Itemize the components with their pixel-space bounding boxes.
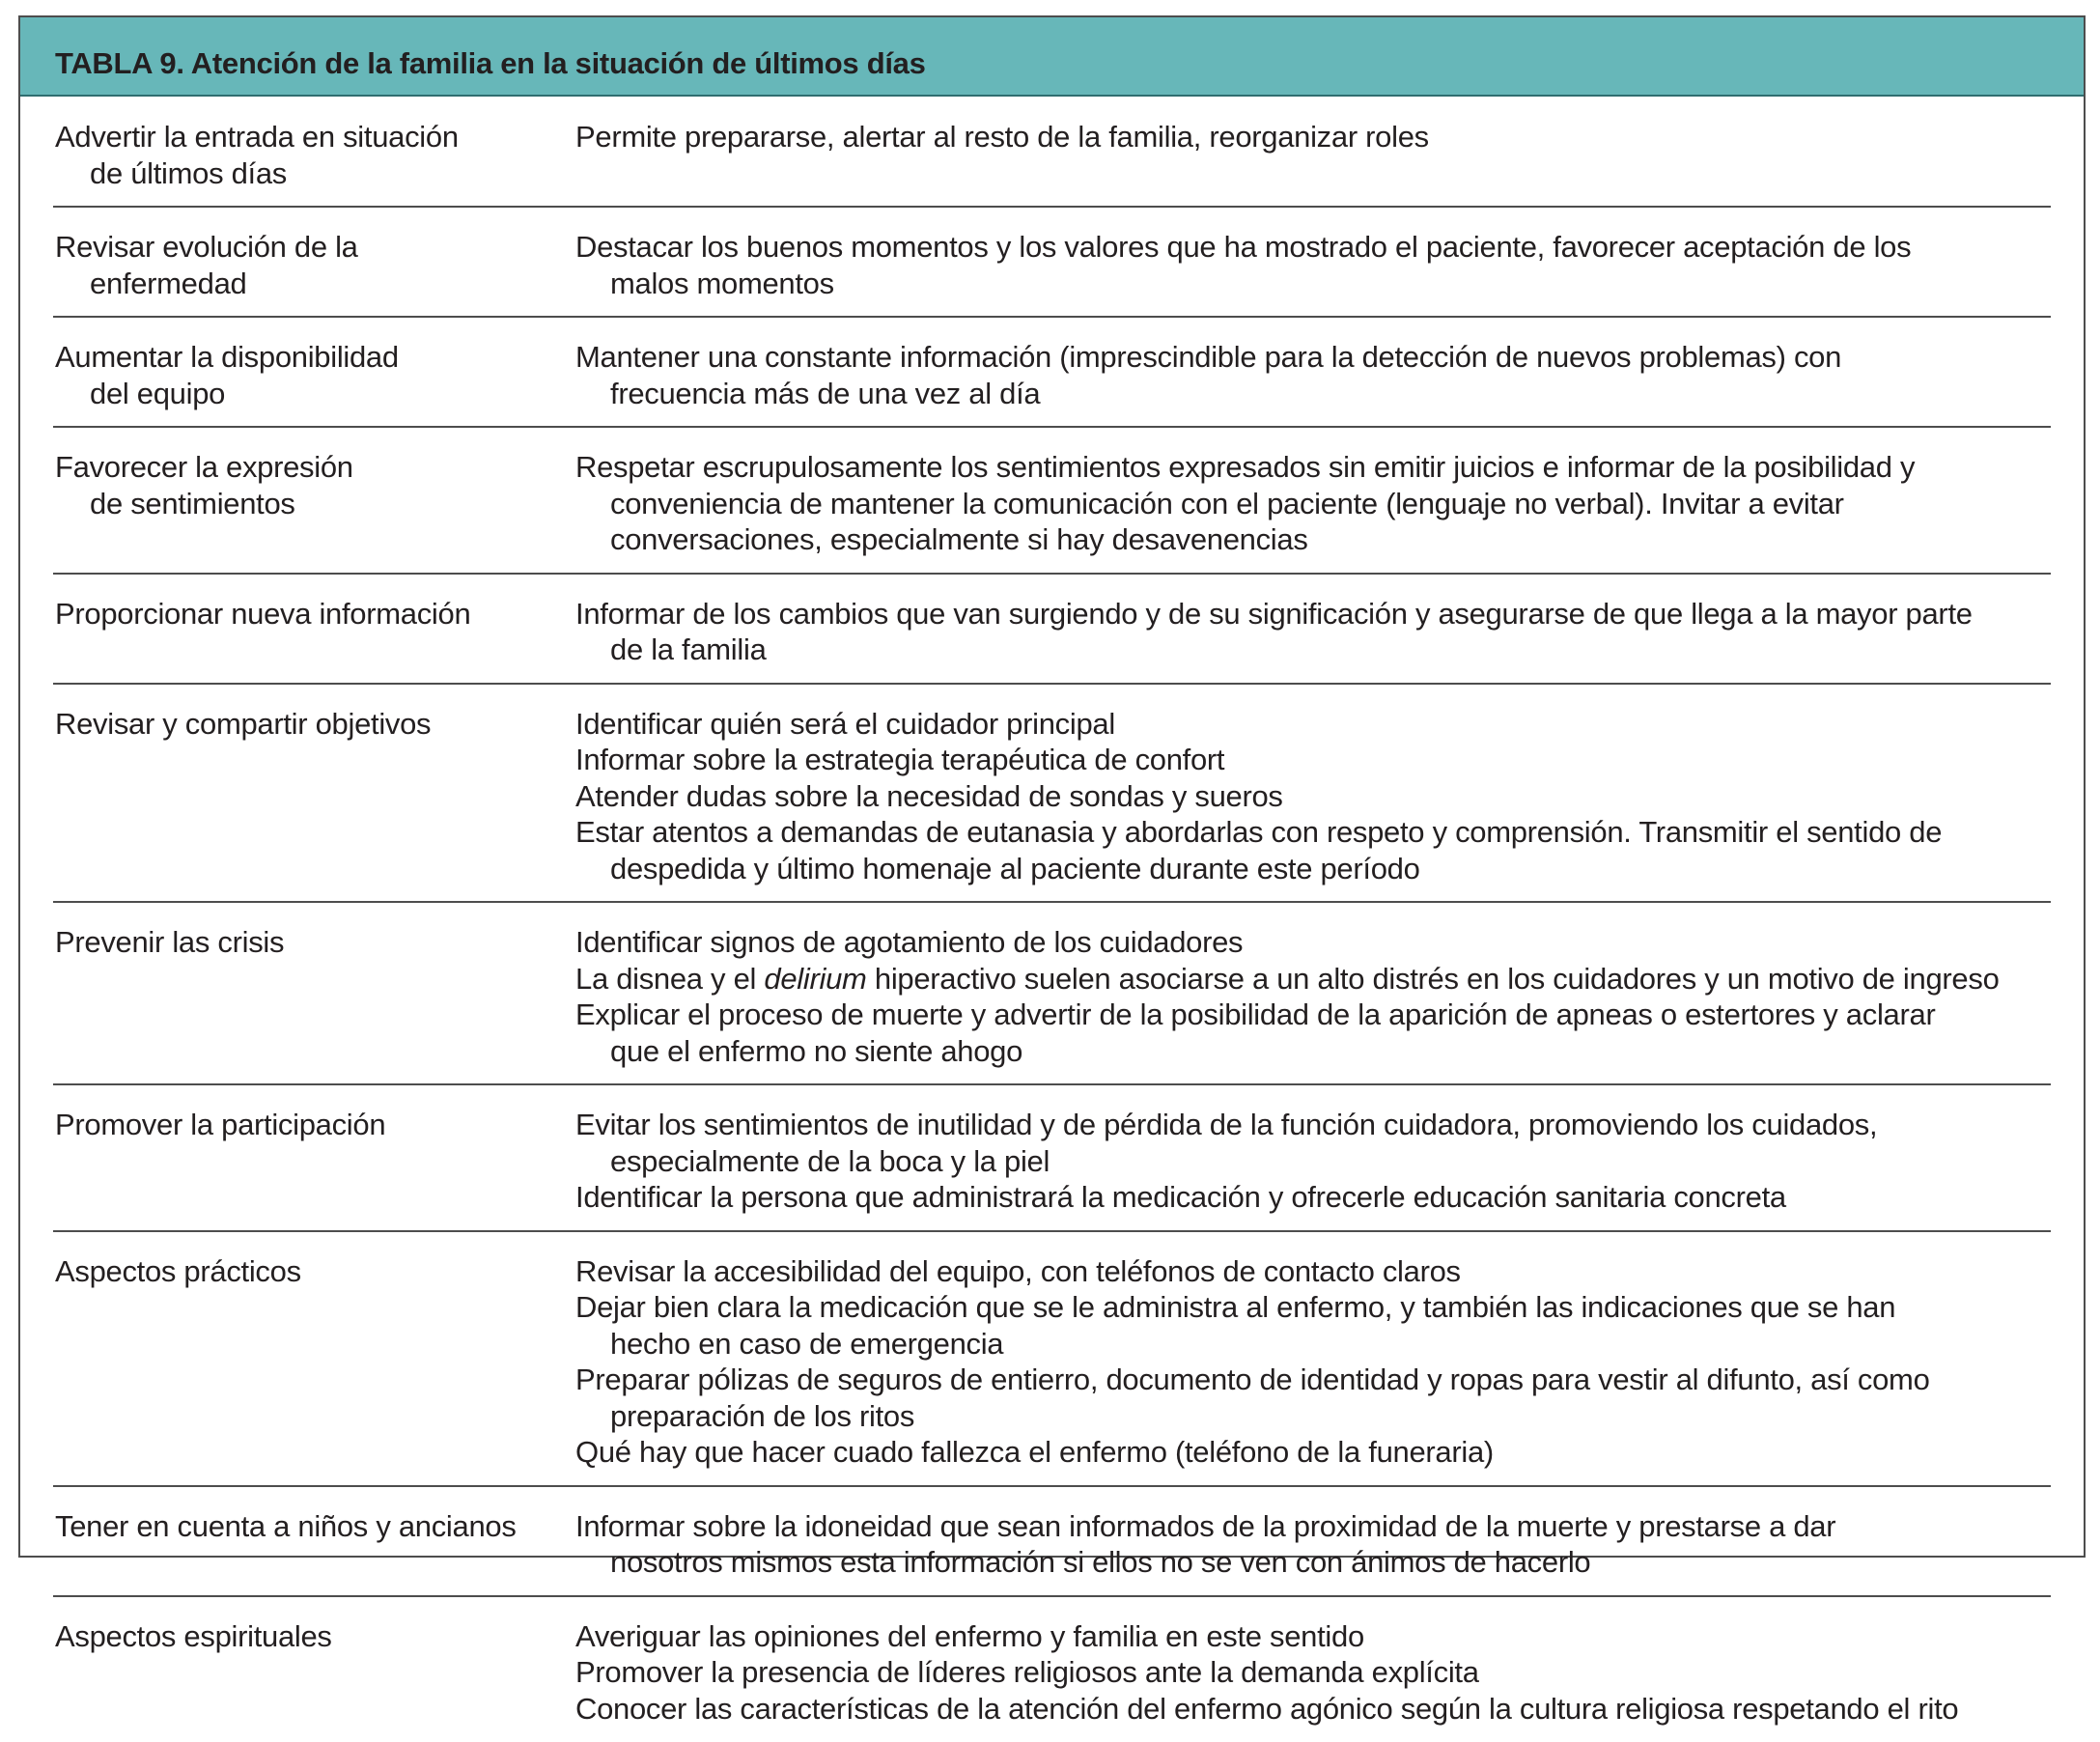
row-label [55,1508,557,1545]
description-line: Averiguar las opiniones del enfermo y familia en este sentido [575,1618,2051,1655]
table-frame [18,15,2086,1558]
description-line: Qué hay que hacer cuado fallezca el enfermo (teléfono de la funeraria) [575,1434,2051,1471]
row-label-line: de últimos días [55,155,557,192]
row-description [575,1107,2051,1216]
row-label-line: Aspectos espirituales [55,1618,557,1655]
row-label-line: Favorecer la expresión [55,449,557,486]
table-row [20,1486,2084,1596]
row-label-line: Aumentar la disponibilidad [55,339,557,376]
row-label [55,596,557,632]
row-label [55,449,557,521]
row-description [575,119,2051,155]
table-title: TABLA 9. Atención de la familia en la situación de últimos días [55,46,926,81]
table-header [20,17,2084,97]
table-row [20,1084,2084,1231]
row-description [575,449,2051,558]
description-line: Informar sobre la estrategia terapéutica de confort [575,742,2051,778]
table-row [20,207,2084,317]
row-description [575,596,2051,668]
row-description [575,1618,2051,1728]
description-line: Estar atentos a demandas de eutanasia y abordarlas con respeto y comprensión. Transmitir el sentido de [575,814,2051,851]
row-label-line: enfermedad [55,266,557,302]
table-row [20,317,2084,427]
description-line: Identificar signos de agotamiento de los cuidadores [575,924,2051,961]
row-label-line: de sentimientos [55,486,557,522]
row-label [55,1107,557,1143]
row-label [55,706,557,743]
description-line: conversaciones, especialmente si hay desavenencias [575,521,2051,558]
table-row [20,427,2084,574]
row-description [575,229,2051,301]
description-line: Permite prepararse, alertar al resto de la familia, reorganizar roles [575,119,2051,155]
description-line: despedida y último homenaje al paciente durante este período [575,851,2051,887]
description-line: Evitar los sentimientos de inutilidad y de pérdida de la función cuidadora, promoviendo los cuidados, [575,1107,2051,1143]
description-line: Mantener una constante información (imprescindible para la detección de nuevos problemas) con [575,339,2051,376]
table-row [20,902,2084,1084]
table-row [20,1596,2084,1742]
row-label [55,1618,557,1655]
description-line: Informar de los cambios que van surgiendo y de su significación y asegurarse de que llega a la mayor parte [575,596,2051,632]
description-line: Preparar pólizas de seguros de entierro, documento de identidad y ropas para vestir al difunto, así como [575,1362,2051,1398]
row-label-line: Advertir la entrada en situación [55,119,557,155]
table-row [20,574,2084,684]
description-line: Revisar la accesibilidad del equipo, con teléfonos de contacto claros [575,1253,2051,1290]
description-line: Atender dudas sobre la necesidad de sondas y sueros [575,778,2051,815]
description-line: frecuencia más de una vez al día [575,376,2051,412]
row-description [575,706,2051,887]
row-label [55,339,557,411]
description-line: Conocer las características de la atención del enfermo agónico según la cultura religiosa respetando el rito [575,1691,2051,1728]
row-description [575,924,2051,1069]
row-label [55,924,557,961]
row-label-line: Proporcionar nueva información [55,596,557,632]
description-line: Explicar el proceso de muerte y advertir de la posibilidad de la aparición de apneas o estertores y aclarar [575,997,2051,1033]
row-label-line: Revisar y compartir objetivos [55,706,557,743]
description-line: Informar sobre la idoneidad que sean informados de la proximidad de la muerte y prestarse a dar [575,1508,2051,1545]
row-label-line: Revisar evolución de la [55,229,557,266]
row-label-line: del equipo [55,376,557,412]
table-body [20,97,2084,1556]
description-line: Respetar escrupulosamente los sentimientos expresados sin emitir juicios e informar de la posibilidad y [575,449,2051,486]
row-label [55,1253,557,1290]
row-description [575,339,2051,411]
table-row [20,684,2084,903]
row-label [55,229,557,301]
description-line: La disnea y el delirium hiperactivo suelen asociarse a un alto distrés en los cuidadores y un motivo de ingreso [575,961,2051,997]
row-label-line: Aspectos prácticos [55,1253,557,1290]
description-line: nosotros mismos esta información si ellos no se ven con ánimos de hacerlo [575,1544,2051,1581]
description-line: malos momentos [575,266,2051,302]
description-line: conveniencia de mantener la comunicación con el paciente (lenguaje no verbal). Invitar a evitar [575,486,2051,522]
row-label-line: Prevenir las crisis [55,924,557,961]
description-line: preparación de los ritos [575,1398,2051,1435]
row-description [575,1508,2051,1581]
description-line: especialmente de la boca y la piel [575,1143,2051,1180]
row-label-line: Promover la participación [55,1107,557,1143]
row-label-line: Tener en cuenta a niños y ancianos [55,1508,557,1545]
description-line: Promover la presencia de líderes religiosos ante la demanda explícita [575,1654,2051,1691]
row-label [55,119,557,191]
description-line: Identificar quién será el cuidador principal [575,706,2051,743]
table-row [20,1231,2084,1486]
description-line: Destacar los buenos momentos y los valores que ha mostrado el paciente, favorecer aceptación de los [575,229,2051,266]
table-row [20,97,2084,207]
description-line: hecho en caso de emergencia [575,1326,2051,1363]
description-line: que el enfermo no siente ahogo [575,1033,2051,1070]
description-line: Dejar bien clara la medicación que se le administra al enfermo, y también las indicaciones que se han [575,1289,2051,1326]
row-description [575,1253,2051,1471]
description-line: de la familia [575,632,2051,668]
description-line: Identificar la persona que administrará la medicación y ofrecerle educación sanitaria concreta [575,1179,2051,1216]
